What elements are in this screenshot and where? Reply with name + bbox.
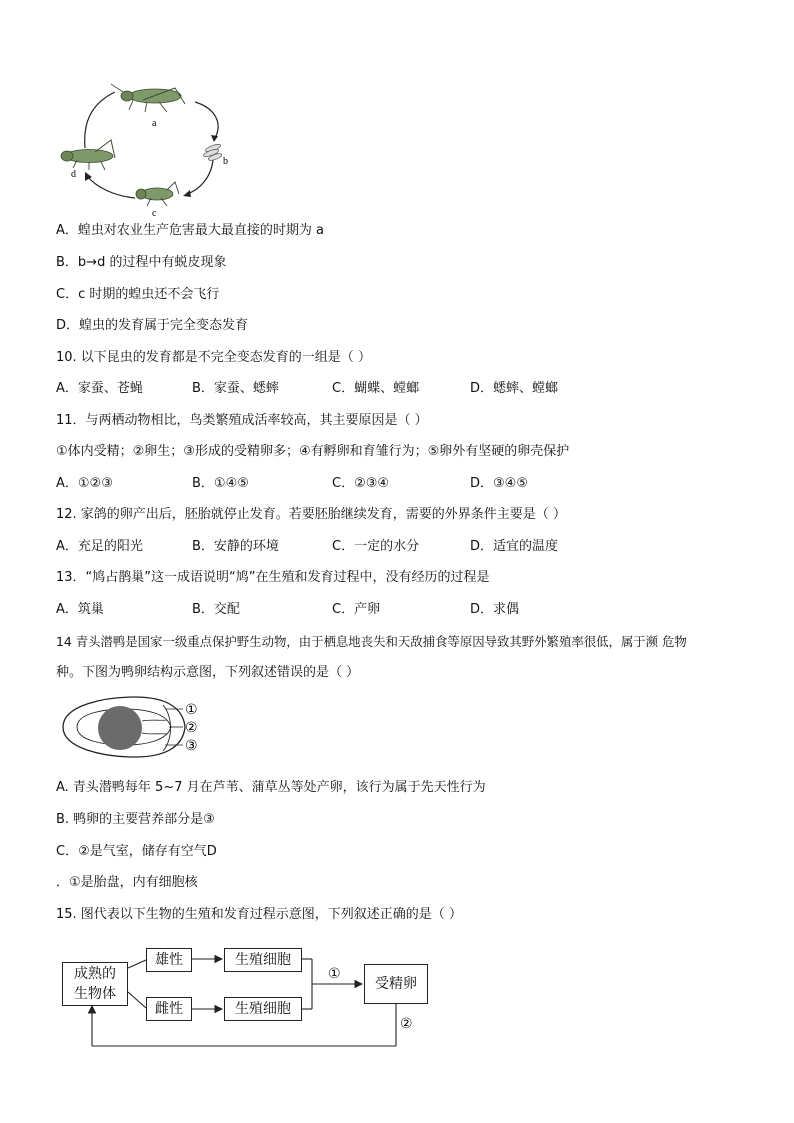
q11-stem: 11．与两栖动物相比，鸟类繁殖成活率较高，其主要原因是（ ） <box>56 413 428 428</box>
q10-option-d: D．蟋蟀、螳螂 <box>470 381 559 396</box>
male-box: 雄性 <box>146 948 192 972</box>
arrow-head-a-b <box>211 135 218 142</box>
q12-stem: 12. 家鸽的卵产出后，胚胎就停止发育。若要胚胎继续发育，需要的外界条件主要是（ ） <box>56 507 566 522</box>
arrow-head-b-c <box>183 190 191 197</box>
locust-eggs-b-icon <box>203 143 223 162</box>
egg-diagram <box>55 693 215 763</box>
q12-option-a: A．充足的阳光 <box>56 539 143 554</box>
label-d: d <box>71 169 76 180</box>
q14-option-b: B. 鸭卵的主要营养部分是③ <box>56 812 215 827</box>
locust-nymph-c-icon <box>136 182 179 206</box>
q10-stem: 10. 以下昆虫的发育都是不完全变态发育的一组是（ ） <box>56 350 371 365</box>
q10-option-b: B．家蚕、蟋蟀 <box>192 381 279 396</box>
q13-option-b: B．交配 <box>192 602 240 617</box>
q12-option-b: B．安静的环境 <box>192 539 279 554</box>
q9-option-c: C．c 时期的蝗虫还不会飞行 <box>56 287 220 302</box>
q12-option-c: C．一定的水分 <box>332 539 420 554</box>
q13-option-d: D．求偶 <box>470 602 520 617</box>
q10-option-a: A．家蚕、苍蝇 <box>56 381 143 396</box>
q9-option-b: B．b→d 的过程中有蜕皮现象 <box>56 255 227 270</box>
q9-option-a: A．蝗虫对农业生产危害最大最直接的时期为 a <box>56 223 324 238</box>
q14-option-c: C．②是气室，储存有空气D <box>56 844 217 859</box>
q12-option-d: D．适宜的温度 <box>470 539 559 554</box>
q10-option-c: C．蝴蝶、螳螂 <box>332 381 420 396</box>
locust-adult-a-icon <box>111 84 185 112</box>
q15-stem: 15. 图代表以下生物的生殖和发育过程示意图，下列叙述正确的是（ ） <box>56 907 462 922</box>
q11-option-d: D．③④⑤ <box>470 476 528 491</box>
reproduction-flow-diagram <box>58 940 438 1055</box>
organism-label-line2: 生物体 <box>74 986 116 1002</box>
locust-adult-d-icon <box>61 140 115 170</box>
q13-stem: 13．“鸠占鹊巢”这一成语说明“鸠”在生殖和发育过程中，没有经历的过程是 <box>56 570 490 585</box>
arrow-d-to-a <box>85 92 115 148</box>
egg-label-2: ② <box>185 720 198 736</box>
egg-yolk <box>98 706 142 750</box>
locust-life-cycle-figure <box>55 78 245 218</box>
organism-label-line1: 成熟的 <box>74 966 116 982</box>
q14-stem-line1: 14 青头潜鸭是国家一级重点保护野生动物，由于栖息地丧失和天敌捕食等原因导致其野外繁殖率很低，属于濒 危物 <box>56 634 687 649</box>
q13-option-c: C．产卵 <box>332 602 381 617</box>
q11-option-c: C．②③④ <box>332 476 390 491</box>
germ-cell-female-box: 生殖细胞 <box>224 997 302 1021</box>
organism-box <box>62 962 128 1006</box>
label-c: c <box>152 208 157 218</box>
egg-label-3: ③ <box>185 738 198 754</box>
q13-option-a: A．筑巢 <box>56 602 104 617</box>
label-a: a <box>152 118 157 129</box>
egg-label-1: ① <box>185 702 198 718</box>
q9-option-d: D．蝗虫的发育属于完全变态发育 <box>56 318 249 333</box>
zygote-box: 受精卵 <box>364 964 428 1004</box>
life-cycle-diagram <box>55 78 245 218</box>
step-1-label: ① <box>328 966 341 982</box>
germ-cell-male-box: 生殖细胞 <box>224 948 302 972</box>
q14-option-a: A. 青头潜鸭每年 5~7 月在芦苇、蒲草丛等处产卵，该行为属于先天性行为 <box>56 780 486 795</box>
q14-option-d: ．①是胎盘，内有细胞核 <box>56 875 198 890</box>
q14-stem-line2: 种。下图为鸭卵结构示意图，下列叙述错误的是（ ） <box>56 665 360 680</box>
q11-conditions: ①体内受精；②卵生；③形成的受精卵多；④有孵卵和育雏行为；⑤卵外有坚硬的卵壳保护 <box>56 444 570 459</box>
duck-egg-structure-figure <box>55 693 215 763</box>
female-box: 雌性 <box>146 997 192 1021</box>
q11-option-a: A．①②③ <box>56 476 113 491</box>
q11-option-b: B．①④⑤ <box>192 476 249 491</box>
step-2-label: ② <box>400 1016 413 1032</box>
label-b: b <box>223 156 228 167</box>
